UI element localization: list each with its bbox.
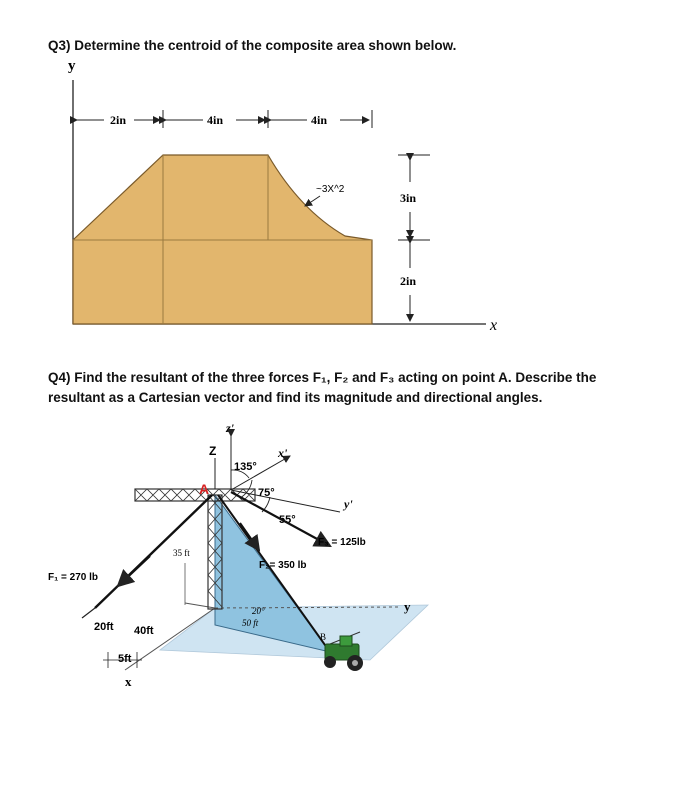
q4-point-b: B	[320, 632, 327, 642]
q4-f1-cable	[95, 495, 212, 608]
q3-y-axis-label: y	[68, 58, 76, 74]
q4-anchor-stake	[82, 608, 95, 618]
q4-y-axis-label: y	[404, 599, 411, 614]
q3-dim-2in: 2in	[110, 113, 127, 127]
q4-dist-20ft: 20ft	[94, 621, 114, 633]
q4-angle-20: 20°	[252, 606, 265, 616]
q3-figure	[68, 58, 497, 334]
q4-point-a: A	[199, 481, 210, 497]
q4-y-prime-label: y'	[344, 497, 353, 511]
q4-figure	[48, 421, 428, 689]
q4-x-prime-label: x'	[278, 446, 288, 460]
q4-dist-5ft: 5ft	[118, 653, 132, 665]
q4-title-line1: Q4) Find the resultant of the three forces F₁, F₂ and F₃ acting on point A. Describe the	[48, 370, 597, 385]
q3-curve-label: ~3X^2	[316, 184, 345, 195]
q4-x-axis-neg	[185, 603, 215, 608]
q4-f1-label: F₁ = 270 lb	[48, 572, 98, 583]
q3-dim-2in-vert: 2in	[400, 274, 417, 288]
q3-dim-4in-a: 4in	[207, 113, 224, 127]
q4-height-35ft: 35 ft	[173, 548, 190, 558]
q4-z-prime-label: z'	[226, 421, 235, 435]
q4-x-axis-label: x	[125, 674, 132, 689]
q4-z-label: Z	[209, 444, 217, 458]
q4-dist-50ft: 50 ft	[242, 618, 259, 628]
q3-dim-3in: 3in	[400, 191, 417, 205]
q3-right-dimensions	[398, 155, 430, 321]
q4-f2-label: F₂= 350 lb	[259, 560, 307, 571]
q4-angle-75: 75°	[258, 487, 275, 499]
q3-x-axis-label: x	[490, 317, 498, 334]
q3-curve-pointer	[305, 196, 320, 206]
q3-dim-4in-b: 4in	[311, 113, 328, 127]
q4-angle-55: 55°	[279, 514, 296, 526]
q4-title-line2: resultant as a Cartesian vector and find its magnitude and directional angles.	[48, 390, 543, 405]
q4-dist-40ft: 40ft	[134, 625, 154, 637]
q4-f3-label: F₃ = 125lb	[318, 537, 366, 548]
q3-title: Q3) Determine the centroid of the composite area shown below.	[48, 38, 457, 53]
q4-f1-vector	[118, 556, 150, 586]
q4-angle-135: 135°	[234, 461, 257, 473]
